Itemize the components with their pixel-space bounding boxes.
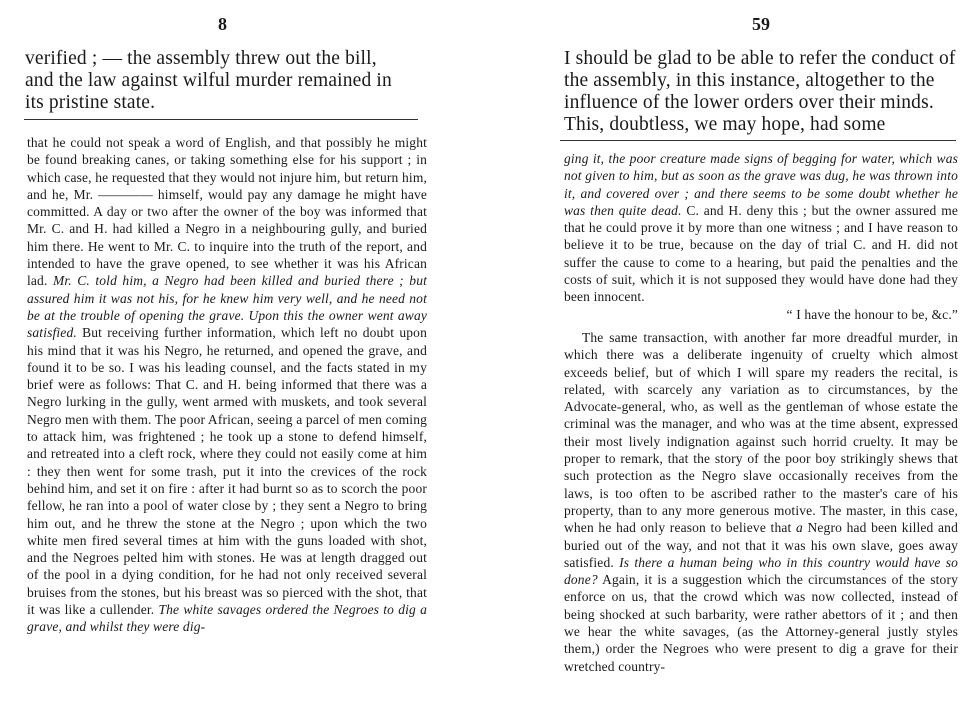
right-p2-seg-3: Is there a human being who in this country would have so done?: [564, 554, 959, 588]
right-paragraph-2: [564, 329, 958, 675]
left-page-number: 8: [218, 14, 227, 34]
left-divider-rule: [24, 119, 418, 120]
letter-signoff: “ I have the honour to be, &c.”: [786, 306, 958, 322]
right-top-text: I should be glad to be able to refer the conduct of the assembly, in this instance, altogether to the influence of the lower orders over their minds. This, doubtless, we may hope, had some: [564, 48, 956, 135]
left-body-seg-3: The white savages ordered the Negroes to dig a grave, and whilst they were dig-: [27, 602, 427, 635]
left-body-seg-0: that he could not speak a word of English, and that possibly he might be found breaking canes, or taking something else for his support ; in which case, he requested that they would not injure him, but return him, and he, Mr. ———— himself, would pay any damage he might have committed. A day or two after the owner of the boy was informed that Mr. C. and H. had killed a Negro in a neighbouring gully, and buried him there. He went to Mr. C. to inquire into the truth of the report, and intended to have the grave opened, to see whether it was his African lad.: [27, 135, 427, 289]
right-p2-seg-1: a: [796, 520, 803, 536]
right-p1-seg-1: C. and H. deny this ; but the owner assured me that he could prove it by more than one witness ; and I have reason to believe it to be true, because on the day of trial C. and H. did not suffer the cause to come to a hearing, but paid the penalties and the costs of suit, which it is not supposed they would have done had they been innocent.: [564, 202, 958, 305]
right-page: [490, 0, 980, 711]
left-body-seg-1: Mr. C. told him, a Negro had been killed and buried there ; but assured him it was not his, for he knew him very well, and he need not be at the trouble of opening the grave. Upon this the owner went away satisfied.: [27, 273, 427, 341]
right-body-text: [564, 150, 958, 675]
left-top-text: verified ; — the assembly threw out the bill, and the law against wilful murder remained in its pristine state.: [25, 48, 392, 113]
right-p2-seg-0: The same transaction, with another far more dreadful murder, in which there was a deliberate ingenuity of cruelty which almost exceeds belief, but of which I will spare my readers the recital, is related, with scarcely any variation as to circumstances, by the Advocate-general, who, as well as the gentleman of whose estate the criminal was the manager, and who was at the time absent, expressed their most lively indignation against such horrid cruelty. It may be proper to remark, that the story of the poor boy strikingly shews that such protection as the Negro slave occasionally receives from the laws, is too often to be ascribed rather to the master's care of his property, than to any more generous motive. The master, in this case, when he had only reason to believe that: [564, 329, 958, 536]
right-paragraph-1: [564, 150, 958, 306]
right-divider-rule: [560, 140, 956, 141]
right-p2-seg-4: Again, it is a suggestion which the circumstances of the story enforce on us, that the crowd which was now collected, instead of being shocked at such barbarity, were rather abettors of it ; and then we hear the white savages, (as the Attorney-general justly styles them,) order the Negroes who were present to dig a grave for their wretched country-: [564, 572, 958, 674]
left-body-seg-2: But receiving further information, which left no doubt upon his mind that it was his Negro, he returned, and opened the grave, and found it to be so. I was his leading counsel, and the facts stated in my brief were as follows: That C. and H. being informed that there was a Negro lurking in the gully, went armed with muskets, and took several Negro men with them. The poor African, seeing a parcel of men coming to attack him, was frightened ; he took up a stone to defend himself, and retreated into a cleft rock, where they could not easily come at him : they then went for some trash, put it into the crevices of the rock behind him, and set it on fire : after it had burnt so as to scorch the poor fellow, he ran into a pool of water close by ; they sent a Negro to bring him out, and he threw the stone at the Negro ; upon which the two white men fired several times at him with the guns loaded with shot, and the Negroes pelted him with stones. He was at length dragged out of the pool in a dying condition, for he had not only received several bruises from the stones, but his breast was so pierced with the shot, that it was like a cullender.: [27, 325, 427, 618]
right-p2-seg-2: Negro had been killed and buried out of the way, and not that it was his own slave, goes away satisfied.: [564, 520, 958, 570]
right-p1-seg-0: ging it, the poor creature made signs of begging for water, which was not given to him, but as soon as the grave was dug, he was thrown into it, and covered over ; and there seems to be some doubt whether he was then quite dead.: [564, 151, 958, 218]
left-body-text: [27, 134, 427, 636]
right-page-number: 59: [752, 14, 770, 34]
